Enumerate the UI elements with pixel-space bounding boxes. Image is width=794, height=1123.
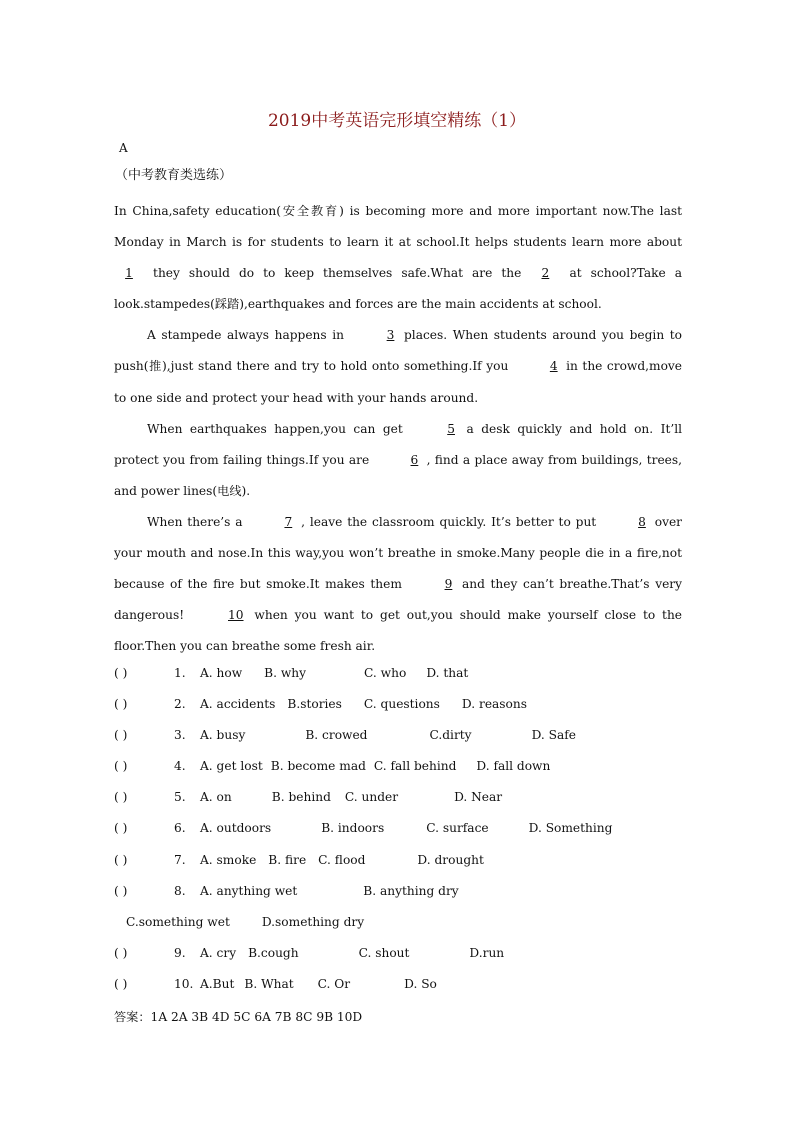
question-row [114,751,714,782]
option-d: D. that [426,666,469,680]
passage-text: at school?Take a look.stampedes(踩踏),earthquakes and forces are the main accidents at school. [114,266,683,312]
passage-text: , find a place away from buildings, trees, and power lines(电线). [114,452,682,498]
option-b: B.stories [287,697,342,712]
question-list [114,658,714,1000]
option-b: B. What [244,976,294,991]
option-d: D. So [404,976,437,991]
answer-paren[interactable]: ( ) [114,852,128,867]
blank-7: 7 [284,514,293,529]
question-number: 8. [174,883,186,898]
question-row [114,938,714,969]
section-label: A [119,141,128,155]
option-a: A. cry [200,945,237,960]
question-row [114,813,714,844]
answer-paren[interactable]: ( ) [114,976,128,991]
passage-text: When earthquakes happen,you can get [147,421,403,436]
question-row [114,658,714,689]
blank-3: 3 [386,328,395,343]
blank-6: 6 [410,452,419,467]
option-d: D. Safe [531,728,576,743]
option-c: C. fall behind [373,759,457,774]
option-c: C. Or [317,976,351,991]
blank-2: 2 [541,266,550,281]
passage-paragraph-3 [114,414,682,507]
option-c: C. questions [363,697,440,712]
option-a: A.But [200,976,235,991]
answer-paren[interactable]: ( ) [114,666,128,680]
blank-9: 9 [444,577,453,592]
passage-text: in the crowd,move to one side and protect your head with your hands around. [114,359,683,405]
option-d: D. Near [454,790,503,805]
option-d: D. fall down [476,759,551,774]
passage-paragraph-2 [114,320,682,413]
cloze-passage [114,196,682,662]
passage-text: When there’s a [147,514,243,529]
question-row [114,689,714,720]
passage-paragraph-4 [114,507,682,662]
option-b: B. crowed [305,728,368,743]
answer-paren[interactable]: ( ) [114,728,128,743]
question-row [114,876,714,907]
question-number: 2. [174,697,186,712]
option-a: A. on [200,790,232,805]
passage-text: over your mouth and nose.In this way,you won’t breathe in smoke.Many people die in a fire,not because of the fire but smoke.It makes them [114,514,682,592]
passage-text: A stampede always happens in [147,328,345,343]
answer-paren[interactable]: ( ) [114,945,128,960]
option-c: C. surface [426,821,489,836]
passage-text: a desk quickly and hold on. It’ll protect you from failing things.If you are [114,421,683,467]
answer-paren[interactable]: ( ) [114,790,128,805]
option-b: B. fire [268,852,307,867]
answer-paren[interactable]: ( ) [114,697,128,712]
passage-text: In China,safety education(安全教育) is becoming more and more important now.The last Monday in March is for students to learn it at school.It helps students learn more about [114,204,682,250]
option-c: C. shout [358,945,410,960]
question-number: 4. [174,759,186,774]
option-a: A. how [200,666,243,680]
passage-text: and they can’t breathe.That’s very dangerous! [114,577,683,623]
blank-4: 4 [549,359,558,374]
answer-paren[interactable]: ( ) [114,821,128,836]
question-number: 3. [174,728,186,743]
option-c: C. who [364,666,407,680]
question-row [114,720,714,751]
option-c: C. under [344,790,399,805]
option-b: B.cough [248,945,299,960]
option-d: D. reasons [461,697,527,712]
answer-paren[interactable]: ( ) [114,883,128,898]
question-row [114,845,714,876]
question-row [114,782,714,813]
passage-text: , leave the classroom quickly. It’s better to put [301,514,597,529]
question-number: 9. [174,945,186,960]
option-a: A. smoke [200,852,257,867]
option-b: B. behind [271,790,331,805]
passage-text: when you want to get out,you should make yourself close to the floor.Then you can breathe some fresh air. [114,608,683,654]
option-a: A. outdoors [200,821,272,836]
option-a: A. busy [200,728,246,743]
option-b: B. why [264,666,307,680]
option-d: D.something dry [261,914,365,929]
question-row [114,969,714,1000]
answer-key: 答案：1A 2A 3B 4D 5C 6A 7B 8C 9B 10D [114,1010,363,1024]
question-number: 1. [174,666,186,680]
option-b: B. anything dry [363,883,459,898]
passage-paragraph-1 [114,196,682,320]
blank-5: 5 [447,421,455,436]
option-a: A. accidents [200,697,276,712]
blank-10: 10 [228,608,244,623]
question-number: 6. [174,821,186,836]
option-a: A. get lost [200,759,263,774]
question-row-continuation [114,907,714,938]
option-c: C.dirty [429,728,472,743]
option-d: D. drought [417,852,484,867]
question-number: 10. [174,976,194,991]
passage-text: places. When students around you begin to push(推),just stand there and try to hold onto something.If you [114,328,683,374]
answer-paren[interactable]: ( ) [114,759,128,774]
option-c: C.something wet [126,914,230,929]
document-title: 2019中考英语完形填空精练（1） [267,111,527,131]
blank-8: 8 [638,514,646,529]
option-b: B. become mad [270,759,366,774]
section-subtitle: （中考教育类选练） [115,168,233,183]
option-d: D. Something [528,821,613,836]
option-a: A. anything wet [200,883,298,898]
blank-1: 1 [125,266,133,281]
question-number: 5. [174,790,186,805]
option-b: B. indoors [321,821,385,836]
option-d: D.run [469,945,505,960]
passage-text: they should do to keep themselves safe.What are the [153,266,522,281]
question-number: 7. [174,852,186,867]
option-c: C. flood [318,852,366,867]
